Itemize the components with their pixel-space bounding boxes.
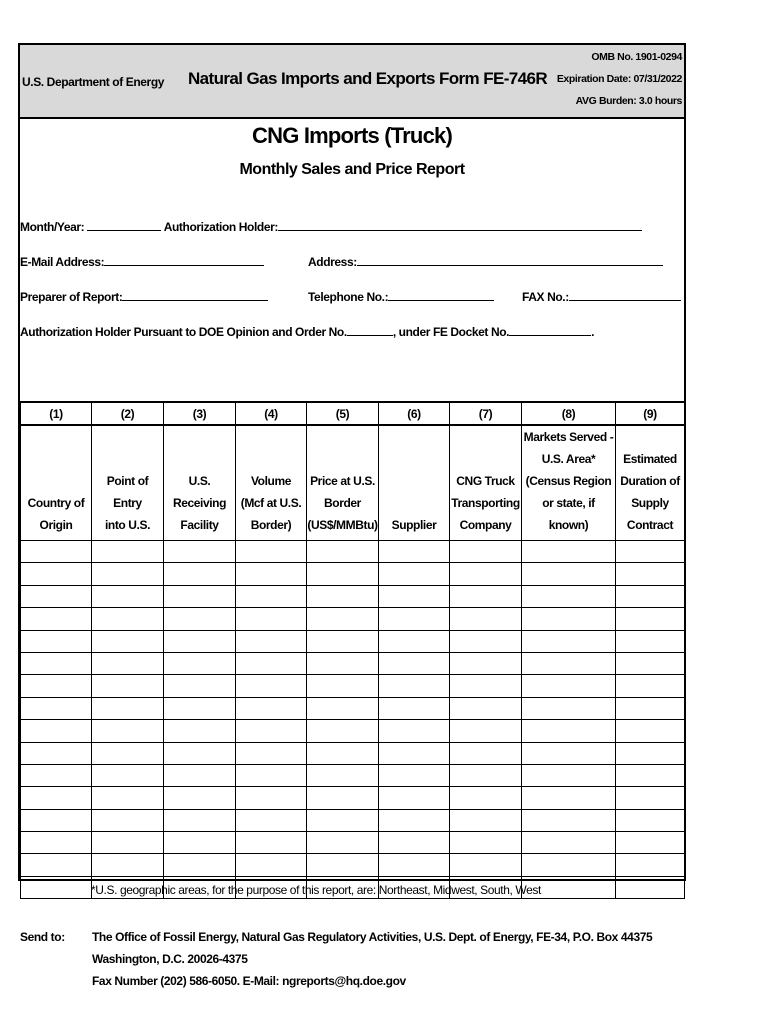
table-cell[interactable] xyxy=(21,832,92,854)
column-header-row xyxy=(21,425,685,541)
column-header-line: U.S. xyxy=(188,474,211,488)
column-header xyxy=(450,425,522,541)
form-fe746r xyxy=(18,43,686,881)
email-label: E-Mail Address: xyxy=(20,255,105,269)
table-row xyxy=(21,720,685,742)
table-cell[interactable] xyxy=(164,742,236,764)
table-cell[interactable] xyxy=(616,630,685,652)
agency-name: U.S. Department of Energy xyxy=(22,75,165,89)
table-cell[interactable] xyxy=(21,630,92,652)
table-cell[interactable] xyxy=(379,675,450,697)
column-header-line: Receiving xyxy=(172,496,227,510)
fax-field[interactable] xyxy=(569,289,681,301)
table-cell[interactable] xyxy=(21,787,92,809)
column-number: (1) xyxy=(21,402,92,425)
table-cell[interactable] xyxy=(164,541,236,563)
telephone-field[interactable] xyxy=(388,289,494,301)
table-cell[interactable] xyxy=(307,541,379,563)
table-cell[interactable] xyxy=(522,585,616,607)
table-cell[interactable] xyxy=(616,675,685,697)
table-cell[interactable] xyxy=(379,742,450,764)
table-cell[interactable] xyxy=(379,541,450,563)
table-cell[interactable] xyxy=(21,697,92,719)
table-cell[interactable] xyxy=(450,608,522,630)
column-header-line: (Mcf at U.S. xyxy=(240,496,302,510)
table-cell[interactable] xyxy=(307,787,379,809)
table-cell[interactable] xyxy=(21,720,92,742)
table-cell[interactable] xyxy=(92,764,164,786)
table-cell[interactable] xyxy=(450,630,522,652)
column-header-line: Origin xyxy=(39,518,73,532)
table-row xyxy=(21,541,685,563)
table-cell[interactable] xyxy=(21,675,92,697)
docket-label: , under FE Docket No. xyxy=(392,325,510,339)
form-header xyxy=(20,45,684,119)
table-cell[interactable] xyxy=(92,809,164,831)
column-header-line: (Census Region xyxy=(525,474,612,488)
table-cell[interactable] xyxy=(450,832,522,854)
column-header xyxy=(616,425,685,541)
table-cell[interactable] xyxy=(379,585,450,607)
table-cell[interactable] xyxy=(616,608,685,630)
table-cell[interactable] xyxy=(450,787,522,809)
table-cell[interactable] xyxy=(522,764,616,786)
column-header-line: Country of xyxy=(27,496,85,510)
table-cell[interactable] xyxy=(21,563,92,585)
table-cell[interactable] xyxy=(616,720,685,742)
column-header xyxy=(164,425,236,541)
table-cell[interactable] xyxy=(522,742,616,764)
table-cell[interactable] xyxy=(616,697,685,719)
table-cell[interactable] xyxy=(92,697,164,719)
table-cell[interactable] xyxy=(522,630,616,652)
table-cell[interactable] xyxy=(522,809,616,831)
column-header-line: Price at U.S. xyxy=(310,474,375,488)
table-cell[interactable] xyxy=(379,608,450,630)
table-cell[interactable] xyxy=(450,675,522,697)
form-title: Natural Gas Imports and Exports Form FE-746R xyxy=(188,69,548,88)
table-cell[interactable] xyxy=(379,697,450,719)
table-cell[interactable] xyxy=(450,563,522,585)
table-row xyxy=(21,854,685,876)
table-cell[interactable] xyxy=(236,652,307,674)
column-number: (4) xyxy=(236,402,307,425)
table-cell[interactable] xyxy=(379,630,450,652)
table-cell[interactable] xyxy=(21,809,92,831)
table-cell[interactable] xyxy=(307,563,379,585)
send-to-line-2: Washington, D.C. 20026-4375 xyxy=(92,952,248,966)
column-number: (6) xyxy=(379,402,450,425)
month-year-row xyxy=(20,219,642,234)
table-cell[interactable] xyxy=(522,720,616,742)
column-header-line: Estimated xyxy=(623,452,677,466)
table-cell[interactable] xyxy=(616,854,685,876)
table-cell[interactable] xyxy=(522,675,616,697)
omb-number: OMB No. 1901-0294 xyxy=(591,51,682,63)
table-cell[interactable] xyxy=(236,630,307,652)
table-cell[interactable] xyxy=(450,742,522,764)
table-cell[interactable] xyxy=(307,764,379,786)
table-cell[interactable] xyxy=(92,608,164,630)
email-field[interactable] xyxy=(104,254,264,266)
table-cell[interactable] xyxy=(92,630,164,652)
table-cell[interactable] xyxy=(379,854,450,876)
expiration-date: Expiration Date: 07/31/2022 xyxy=(556,73,682,85)
column-header-line: Point of Entry xyxy=(106,474,149,510)
table-row xyxy=(21,809,685,831)
send-to-line-3: Fax Number (202) 586-6050. E-Mail: ngreports@hq.doe.gov xyxy=(92,974,406,988)
table-cell[interactable] xyxy=(236,742,307,764)
month-year-field[interactable] xyxy=(87,219,161,231)
table-cell[interactable] xyxy=(450,652,522,674)
column-header-line: Border) xyxy=(250,518,292,532)
table-cell[interactable] xyxy=(616,742,685,764)
column-header xyxy=(379,425,450,541)
column-header-line: Facility xyxy=(180,518,219,532)
address-label: Address: xyxy=(308,255,357,269)
table-cell[interactable] xyxy=(92,742,164,764)
table-cell[interactable] xyxy=(92,541,164,563)
table-row xyxy=(21,630,685,652)
table-cell[interactable] xyxy=(379,787,450,809)
avg-burden: AVG Burden: 3.0 hours xyxy=(575,95,682,107)
table-cell[interactable] xyxy=(522,563,616,585)
table-cell[interactable] xyxy=(379,652,450,674)
table-cell[interactable] xyxy=(379,832,450,854)
month-year-label: Month/Year: xyxy=(20,220,85,234)
column-header-line: Markets Served - xyxy=(523,430,614,444)
table-row xyxy=(21,563,685,585)
table-cell[interactable] xyxy=(379,764,450,786)
column-header-line: into U.S. xyxy=(104,518,151,532)
table-cell[interactable] xyxy=(236,585,307,607)
column-header xyxy=(92,425,164,541)
telephone-label: Telephone No.: xyxy=(308,290,389,304)
column-header-line: U.S. Area* xyxy=(541,452,596,466)
telephone-wrap xyxy=(308,289,494,304)
table-cell[interactable] xyxy=(21,876,92,898)
table-cell[interactable] xyxy=(164,764,236,786)
table-cell[interactable] xyxy=(92,720,164,742)
table-cell[interactable] xyxy=(522,697,616,719)
table-cell[interactable] xyxy=(307,585,379,607)
column-header xyxy=(21,425,92,541)
column-number: (5) xyxy=(307,402,379,425)
table-cell[interactable] xyxy=(164,563,236,585)
report-table xyxy=(20,401,684,899)
table-cell[interactable] xyxy=(236,787,307,809)
table-cell[interactable] xyxy=(92,854,164,876)
fax-label: FAX No.: xyxy=(522,290,569,304)
table-row xyxy=(21,675,685,697)
table-cell[interactable] xyxy=(21,764,92,786)
table-cell[interactable] xyxy=(92,652,164,674)
table-cell[interactable] xyxy=(616,585,685,607)
table-cell[interactable] xyxy=(450,720,522,742)
table-cell[interactable] xyxy=(450,809,522,831)
table-cell[interactable] xyxy=(307,697,379,719)
table-cell[interactable] xyxy=(616,787,685,809)
table-row xyxy=(21,742,685,764)
table-cell[interactable] xyxy=(450,764,522,786)
footnote: *U.S. geographic areas, for the purpose of this report, are: Northeast, Midwest, South, West xyxy=(91,883,541,897)
table-cell[interactable] xyxy=(236,809,307,831)
table-cell[interactable] xyxy=(450,541,522,563)
table-cell[interactable] xyxy=(616,764,685,786)
table-cell[interactable] xyxy=(92,563,164,585)
column-header-line: Supply xyxy=(631,496,669,510)
table-cell[interactable] xyxy=(616,809,685,831)
table-cell[interactable] xyxy=(236,563,307,585)
table-cell[interactable] xyxy=(21,541,92,563)
report-title: CNG Imports (Truck) xyxy=(252,123,452,148)
table-cell[interactable] xyxy=(522,832,616,854)
column-header xyxy=(307,425,379,541)
table-cell[interactable] xyxy=(164,697,236,719)
table-cell[interactable] xyxy=(522,608,616,630)
column-header-line: CNG Truck xyxy=(456,474,515,488)
column-header-line: Volume xyxy=(250,474,292,488)
column-header-line: Company xyxy=(459,518,512,532)
table-cell[interactable] xyxy=(307,720,379,742)
table-cell[interactable] xyxy=(616,876,685,898)
table-cell[interactable] xyxy=(307,630,379,652)
table-cell[interactable] xyxy=(307,608,379,630)
table-cell[interactable] xyxy=(164,630,236,652)
column-number-row xyxy=(21,402,685,425)
table-cell[interactable] xyxy=(164,787,236,809)
order-number-field[interactable] xyxy=(347,324,393,336)
authorization-holder-field[interactable] xyxy=(278,219,642,231)
table-cell[interactable] xyxy=(522,652,616,674)
fax-wrap xyxy=(522,289,681,304)
preparer-wrap xyxy=(20,289,268,304)
order-row xyxy=(20,324,594,339)
table-row xyxy=(21,764,685,786)
table-cell[interactable] xyxy=(164,608,236,630)
table-cell[interactable] xyxy=(92,787,164,809)
send-to-line-1: The Office of Fossil Energy, Natural Gas Regulatory Activities, U.S. Dept. of Energy, FE-34, P.O. Box 44375 xyxy=(92,930,653,944)
table-cell[interactable] xyxy=(164,809,236,831)
email-label-wrap xyxy=(20,254,264,269)
column-number: (9) xyxy=(616,402,685,425)
docket-number-field[interactable] xyxy=(509,324,591,336)
table-row xyxy=(21,832,685,854)
address-label-wrap xyxy=(308,254,663,269)
column-header-line: Border xyxy=(324,496,361,510)
table-cell[interactable] xyxy=(21,854,92,876)
column-header-line: Transporting xyxy=(451,496,520,510)
table-cell[interactable] xyxy=(616,563,685,585)
table-cell[interactable] xyxy=(236,854,307,876)
table-cell[interactable] xyxy=(307,742,379,764)
table-cell[interactable] xyxy=(92,832,164,854)
table-cell[interactable] xyxy=(236,697,307,719)
authorization-holder-label: Authorization Holder: xyxy=(163,220,278,234)
table-cell[interactable] xyxy=(21,608,92,630)
table-cell[interactable] xyxy=(164,854,236,876)
table-row xyxy=(21,608,685,630)
order-label: Authorization Holder Pursuant to DOE Opinion and Order No. xyxy=(20,325,347,339)
table-cell[interactable] xyxy=(92,585,164,607)
column-header xyxy=(236,425,307,541)
preparer-label: Preparer of Report: xyxy=(20,290,123,304)
table-cell[interactable] xyxy=(616,832,685,854)
table-cell[interactable] xyxy=(379,563,450,585)
table-cell[interactable] xyxy=(307,652,379,674)
column-header-line: Contract xyxy=(626,518,674,532)
table-cell[interactable] xyxy=(236,608,307,630)
table-cell[interactable] xyxy=(522,854,616,876)
column-number: (8) xyxy=(522,402,616,425)
table-cell[interactable] xyxy=(164,652,236,674)
table-cell[interactable] xyxy=(236,720,307,742)
send-to-label: Send to: xyxy=(20,930,65,944)
column-header-line: Supplier xyxy=(391,518,437,532)
table-cell[interactable] xyxy=(307,675,379,697)
table-cell[interactable] xyxy=(616,541,685,563)
table-cell[interactable] xyxy=(164,585,236,607)
column-header-line: or state, if known) xyxy=(542,496,595,532)
table-cell[interactable] xyxy=(236,764,307,786)
column-header-line: Duration of xyxy=(620,474,680,488)
table-cell[interactable] xyxy=(236,675,307,697)
table-cell[interactable] xyxy=(236,832,307,854)
table-cell[interactable] xyxy=(307,832,379,854)
table-cell[interactable] xyxy=(236,541,307,563)
table-cell[interactable] xyxy=(164,675,236,697)
column-number: (2) xyxy=(92,402,164,425)
preparer-field[interactable] xyxy=(122,289,268,301)
table-cell[interactable] xyxy=(450,697,522,719)
report-subtitle: Monthly Sales and Price Report xyxy=(239,161,465,178)
table-row xyxy=(21,652,685,674)
table-cell[interactable] xyxy=(307,809,379,831)
table-cell[interactable] xyxy=(450,585,522,607)
table-cell[interactable] xyxy=(21,652,92,674)
order-period: . xyxy=(591,325,595,339)
table-cell[interactable] xyxy=(616,652,685,674)
table-cell[interactable] xyxy=(307,854,379,876)
column-number: (3) xyxy=(164,402,236,425)
table-cell[interactable] xyxy=(164,720,236,742)
table-cell[interactable] xyxy=(522,541,616,563)
column-number: (7) xyxy=(450,402,522,425)
table-cell[interactable] xyxy=(379,809,450,831)
column-header xyxy=(522,425,616,541)
table-row xyxy=(21,697,685,719)
table-cell[interactable] xyxy=(379,720,450,742)
address-field[interactable] xyxy=(357,254,663,266)
table-cell[interactable] xyxy=(92,675,164,697)
table-cell[interactable] xyxy=(21,585,92,607)
table-cell[interactable] xyxy=(21,742,92,764)
column-header-line: (US$/MMBtu) xyxy=(307,518,378,532)
table-cell[interactable] xyxy=(522,787,616,809)
table-cell[interactable] xyxy=(164,832,236,854)
table-cell[interactable] xyxy=(450,854,522,876)
table-row xyxy=(21,787,685,809)
table-row xyxy=(21,585,685,607)
